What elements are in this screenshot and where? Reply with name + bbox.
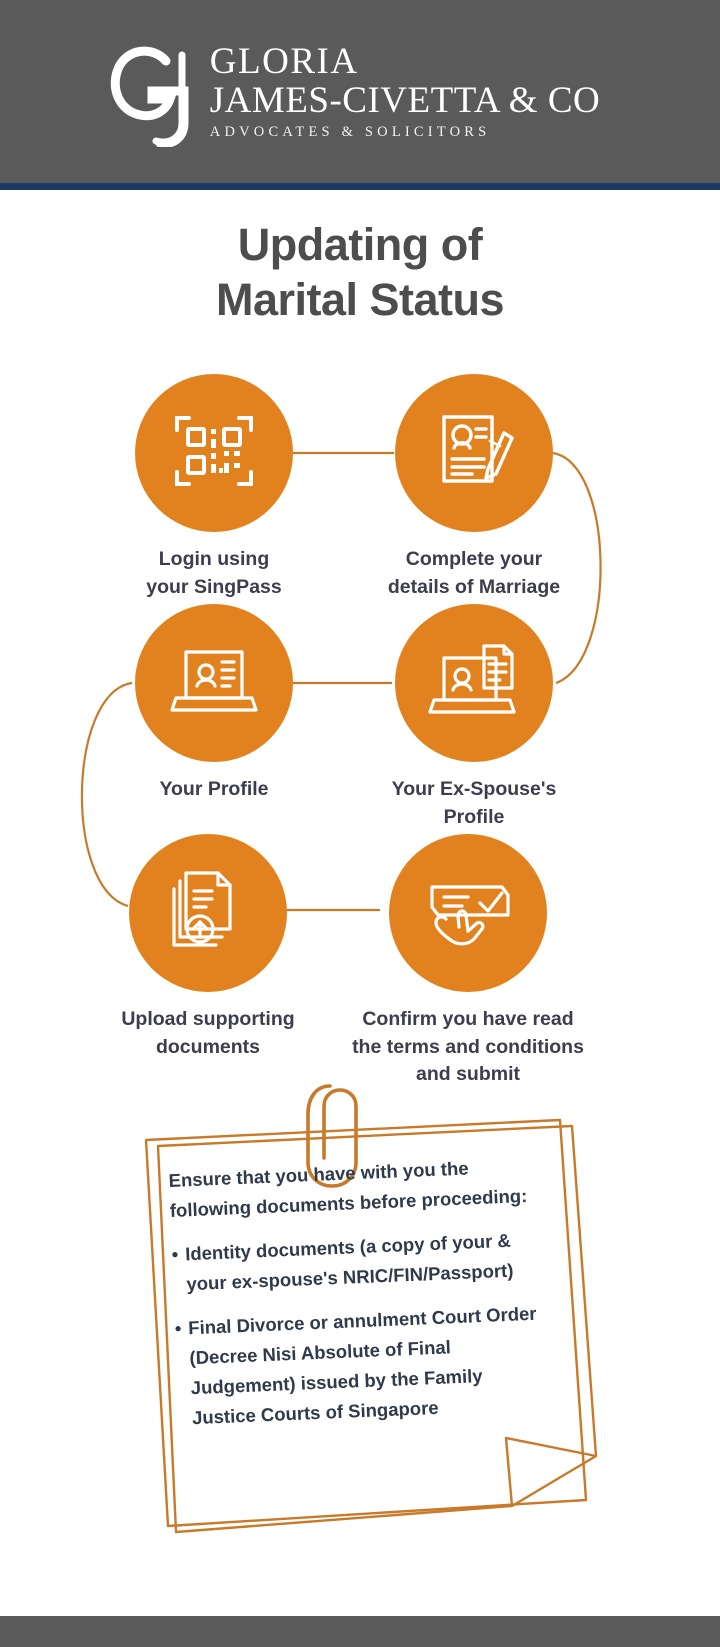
hand-checkbox-icon <box>422 871 514 956</box>
flow-step-3-circle <box>135 604 293 762</box>
flow-step-4-label-line-2: Profile <box>443 805 505 828</box>
flow-step-1[interactable] <box>84 374 344 601</box>
flow-step-6-label-line-2: the terms and conditions <box>352 1035 584 1058</box>
page-title <box>0 218 720 328</box>
flow-step-4[interactable] <box>344 604 604 831</box>
company-logo <box>104 37 600 147</box>
form-with-pencil-icon <box>430 407 518 500</box>
flow-step-2-label <box>344 546 604 601</box>
note-card-text <box>168 1151 545 1448</box>
flow-step-1-circle <box>135 374 293 532</box>
flow-step-4-label <box>344 776 604 831</box>
logo-wordmark <box>210 43 600 140</box>
documents-note-card <box>0 1076 720 1576</box>
page-header <box>0 0 720 183</box>
flow-step-4-label-line-1: Your Ex-Spouse's <box>391 778 557 800</box>
flow-step-2-label-line-2: details of Marriage <box>387 575 561 598</box>
qr-code-scan-icon <box>171 408 257 499</box>
flow-step-5-label-line-1: Upload supporting <box>121 1008 295 1030</box>
flow-step-6[interactable] <box>338 834 598 1089</box>
flow-step-2-circle <box>395 374 553 532</box>
bullet-marker-icon: • <box>171 1243 179 1265</box>
flow-step-5-label-line-2: documents <box>155 1035 260 1058</box>
flow-step-5-circle <box>129 834 287 992</box>
flow-step-6-circle <box>389 834 547 992</box>
flow-step-1-label <box>84 546 344 601</box>
flow-step-3-label <box>84 776 344 804</box>
page-title-line-2: Marital Status <box>215 273 505 325</box>
logo-line-2: JAMES-CIVETTA & CO <box>209 80 601 122</box>
flow-step-1-label-line-1: Login using <box>158 548 270 570</box>
flow-step-4-circle <box>395 604 553 762</box>
logo-line-1: GLORIA <box>209 41 359 83</box>
flow-step-3-label-line-1: Your Profile <box>159 778 269 800</box>
flow-step-5-label <box>78 1006 338 1061</box>
note-bullet-2 <box>174 1298 545 1433</box>
bullet-marker-icon: • <box>174 1317 182 1339</box>
page-title-line-1: Updating of <box>237 219 483 270</box>
flow-step-2[interactable] <box>344 374 604 601</box>
process-flow <box>0 360 720 1086</box>
note-bullet-1-text: Identity documents (a copy of your & your ex-spouse's NRIC/FIN/Passport) <box>184 1229 514 1295</box>
flow-step-3[interactable] <box>84 604 344 804</box>
header-accent-rule <box>0 183 720 190</box>
logo-line-3: ADVOCATES & SOLICITORS <box>209 124 491 141</box>
note-bullet-1 <box>171 1225 539 1300</box>
flow-step-2-label-line-1: Complete your <box>405 548 543 570</box>
flow-step-6-label-line-1: Confirm you have read <box>362 1008 574 1030</box>
note-bullet-2-text: Final Divorce or annulment Court Order (Decree Nisi Absolute of Final Judgement) issued by the Family Justice Courts of Singapore <box>187 1302 537 1428</box>
laptop-profile-icon <box>168 640 260 727</box>
gjc-monogram-icon <box>104 37 200 147</box>
flow-step-5[interactable] <box>78 834 338 1061</box>
laptop-profile-document-icon <box>428 638 520 729</box>
flow-step-1-label-line-2: your SingPass <box>146 575 282 598</box>
note-intro: Ensure that you have with you the following documents before proceeding: <box>168 1157 528 1221</box>
page-footer-bar <box>0 1616 720 1647</box>
upload-documents-icon <box>166 867 250 960</box>
flow-step-6-label-line-3: and submit <box>415 1063 520 1086</box>
